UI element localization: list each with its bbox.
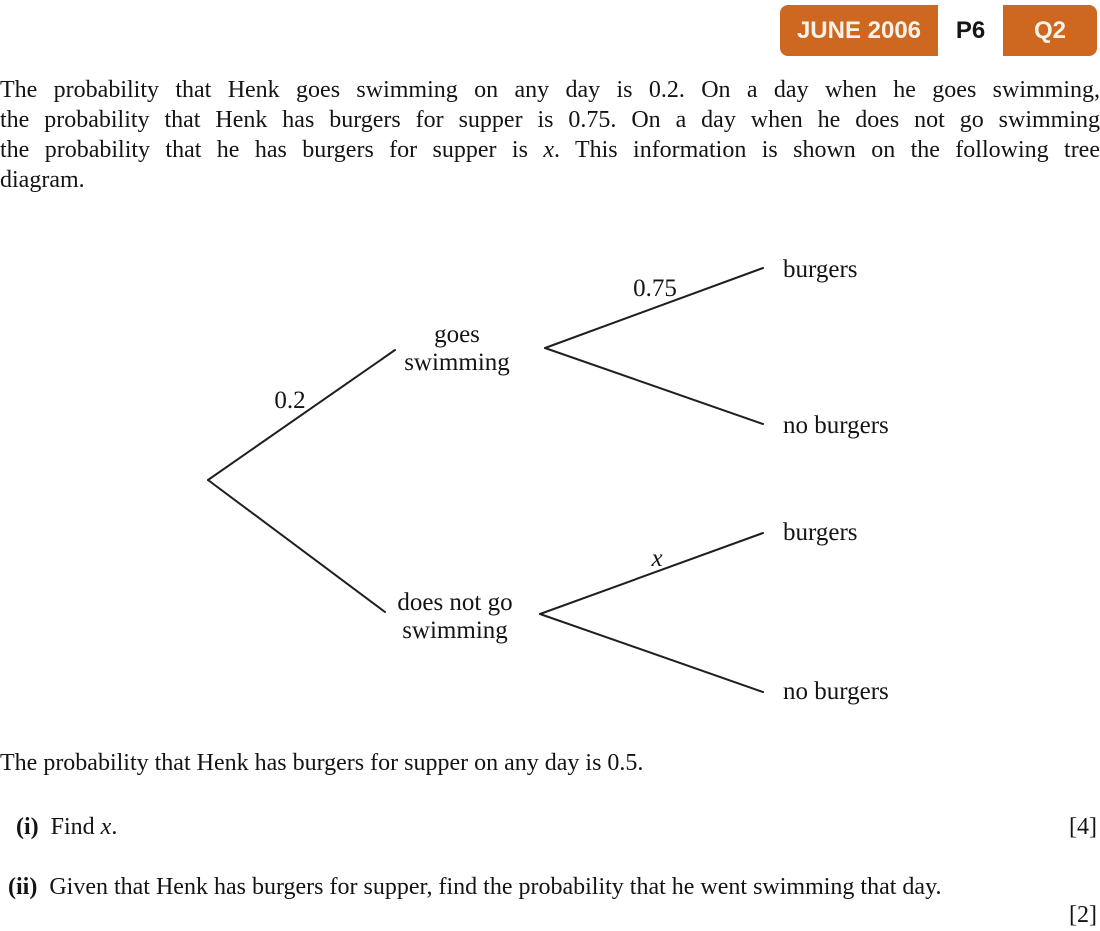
intro-line-1: The probability that Henk goes swimming on any day is 0.2. On a day when he goes swimming, <box>0 77 1100 103</box>
intro-line-3-post: . This information is shown on the following tree <box>554 137 1100 163</box>
badge-session-label: JUNE 2006 <box>780 5 938 56</box>
question-ii-text <box>8 872 942 902</box>
question-i-text <box>16 812 117 842</box>
question-i-label: (i) <box>16 814 39 840</box>
question-part-i <box>0 812 1100 842</box>
intro-line-3-pre: the probability that he has burgers for supper is <box>0 137 544 163</box>
outcome-swimming-burgers: burgers <box>783 256 858 283</box>
intro-line-2: the probability that Henk has burgers for supper is 0.75. On a day when he does not go swimming <box>0 107 1100 133</box>
badge-question-label: Q2 <box>1003 5 1097 56</box>
intro-line-3 <box>0 135 1100 165</box>
probability-label-0-2: 0.2 <box>274 387 306 414</box>
branch-swimming-to-no-burgers <box>545 348 763 424</box>
question-part-ii <box>0 872 1100 902</box>
outcome-not-swimming-burgers: burgers <box>783 519 858 546</box>
probability-label-x: x <box>651 545 663 572</box>
badge-paper-label: P6 <box>938 5 1003 56</box>
tree-diagram <box>0 230 1100 750</box>
probability-statement: The probability that Henk has burgers for supper on any day is 0.5. <box>0 750 644 776</box>
probability-label-0-75: 0.75 <box>633 275 677 302</box>
branch-root-to-not-swimming <box>208 480 385 612</box>
exam-session-badge <box>780 5 1097 56</box>
question-ii-marks: [2] <box>1069 902 1097 928</box>
node-goes-swimming-line2: swimming <box>404 349 510 376</box>
branch-not-swimming-to-no-burgers <box>540 614 763 692</box>
question-ii-body: Given that Henk has burgers for supper, find the probability that he went swimming that day. <box>49 874 942 900</box>
intro-variable-x: x <box>543 137 554 163</box>
question-i-marks: [4] <box>1069 814 1097 840</box>
question-i-body-post: . <box>111 814 118 840</box>
outcome-not-swimming-no-burgers: no burgers <box>783 678 889 705</box>
outcome-swimming-no-burgers: no burgers <box>783 412 889 439</box>
node-goes-swimming-line1: goes <box>434 321 480 348</box>
question-ii-label: (ii) <box>8 874 38 900</box>
node-not-swimming-line1: does not go <box>397 589 513 616</box>
branch-root-to-swimming <box>208 350 395 480</box>
question-i-body-pre: Find <box>50 814 101 840</box>
node-not-swimming-line2: swimming <box>402 617 508 644</box>
question-i-variable-x: x <box>100 814 112 840</box>
question-intro-paragraph <box>0 75 1100 195</box>
intro-line-4: diagram. <box>0 167 85 193</box>
